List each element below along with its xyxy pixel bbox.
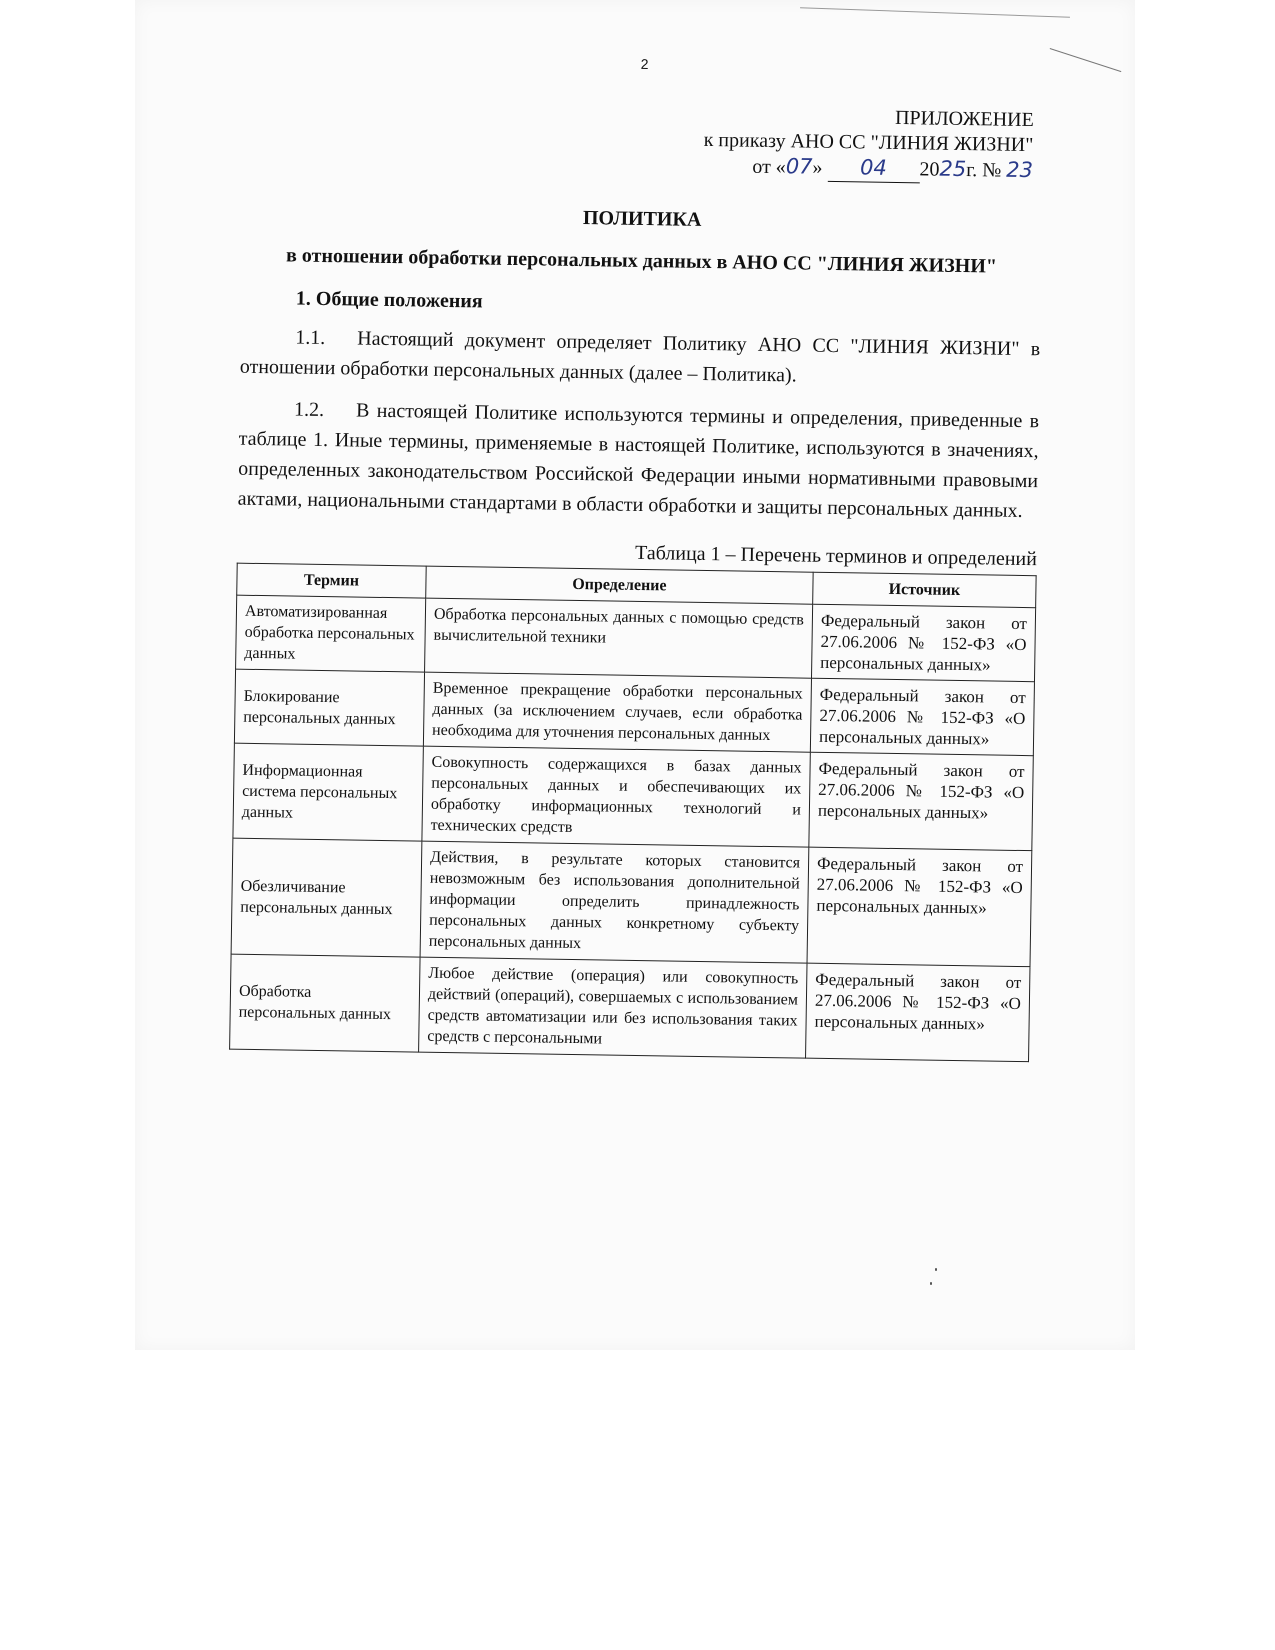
header-term: Термин	[237, 563, 426, 598]
paragraph-number: 1.2.	[293, 398, 325, 422]
source-cell: Федеральный закон от 27.06.2006 № 152-ФЗ «О персональных данных»	[811, 604, 1035, 681]
table-caption: Таблица 1 – Перечень терминов и определений	[634, 541, 1038, 571]
appendix-block	[243, 96, 1044, 186]
term-cell: Обработка персональных данных	[230, 954, 420, 1052]
definition-cell: Любое действие (операция) или совокупность действий (операций), совершаемых с использованием средств автоматизации или без использования таких средств с персональными	[419, 957, 807, 1058]
table-row	[231, 838, 1032, 967]
document-body	[229, 34, 1045, 1062]
source-cell: Федеральный закон от 27.06.2006 № 152-ФЗ «О персональных данных»	[809, 752, 1033, 850]
handwritten-day: 07	[785, 154, 813, 179]
appendix-order-ref: к приказу АНО СС "ЛИНИЯ ЖИЗНИ"	[703, 128, 1034, 157]
table-row	[236, 595, 1036, 682]
date-quote-close: »	[812, 156, 823, 179]
source-cell: Федеральный закон от 27.06.2006 № 152-ФЗ «О персональных данных»	[806, 963, 1030, 1061]
handwritten-month: 04	[859, 155, 888, 180]
table-row	[234, 669, 1034, 756]
paragraph-number: 1.1.	[295, 326, 326, 350]
page-number: 2	[640, 55, 649, 73]
source-cell: Федеральный закон от 27.06.2006 № 152-ФЗ «О персональных данных»	[807, 847, 1032, 966]
paragraph-text: В настоящей Политике используются термины и определения, приведенные в таблице 1. Иные термины, применяемые в настоящей Политике, используются в значениях, определенных законодательством Российской Федерации иными нормативными правовыми актами, национальными стандартами в области обработки и защиты персональных данных.	[237, 399, 1040, 522]
document-subtitle: в отношении обработки персональных данных в АНО СС "ЛИНИЯ ЖИЗНИ"	[285, 244, 998, 278]
header-definition: Определение	[426, 566, 813, 604]
scan-speck	[935, 1268, 937, 1271]
definition-cell: Обработка персональных данных с помощью средств вычислительной техники	[425, 598, 813, 678]
date-prefix: от «	[752, 155, 786, 179]
number-prefix: г. №	[966, 159, 1002, 182]
terms-table	[229, 563, 1037, 1063]
year-prefix: 20	[919, 158, 940, 181]
handwritten-year: 25	[939, 156, 967, 182]
term-cell: Информационная система персональных данных	[233, 743, 423, 841]
document-title: ПОЛИТИКА	[582, 207, 702, 231]
definition-cell: Действия, в результате которых становится невозможным без использования дополнительной информации определить принадлежность персональных данных конкретному субъекту персональных данных	[420, 841, 809, 963]
definition-cell: Временное прекращение обработки персональных данных (за исключением случаев, если обработка необходима для уточнения персональных данных	[423, 672, 811, 752]
month-blank	[827, 155, 919, 183]
header-source: Источник	[813, 572, 1036, 607]
appendix-title: ПРИЛОЖЕНИЕ	[894, 106, 1034, 132]
handwritten-order-number: 23	[1006, 157, 1034, 183]
term-cell: Обезличивание персональных данных	[231, 838, 422, 957]
paragraph-1-2	[238, 394, 1040, 527]
paragraph-text: Настоящий документ определяет Политику АНО СС "ЛИНИЯ ЖИЗНИ" в отношении обработки персональных данных (далее – Политика).	[239, 327, 1041, 387]
term-cell: Автоматизированная обработка персональных данных	[236, 595, 426, 672]
scan-speck	[930, 1282, 932, 1285]
term-cell: Блокирование персональных данных	[234, 669, 424, 746]
table-row	[230, 954, 1030, 1062]
section-heading: 1. Общие положения	[295, 287, 483, 313]
definition-cell: Совокупность содержащихся в базах данных персональных данных и обеспечивающих их обработку информационных технологий и технических средств	[422, 746, 810, 847]
table-row	[233, 743, 1033, 851]
source-cell: Федеральный закон от 27.06.2006 № 152-ФЗ «О персональных данных»	[810, 678, 1034, 755]
paragraph-1-1	[240, 322, 1041, 395]
